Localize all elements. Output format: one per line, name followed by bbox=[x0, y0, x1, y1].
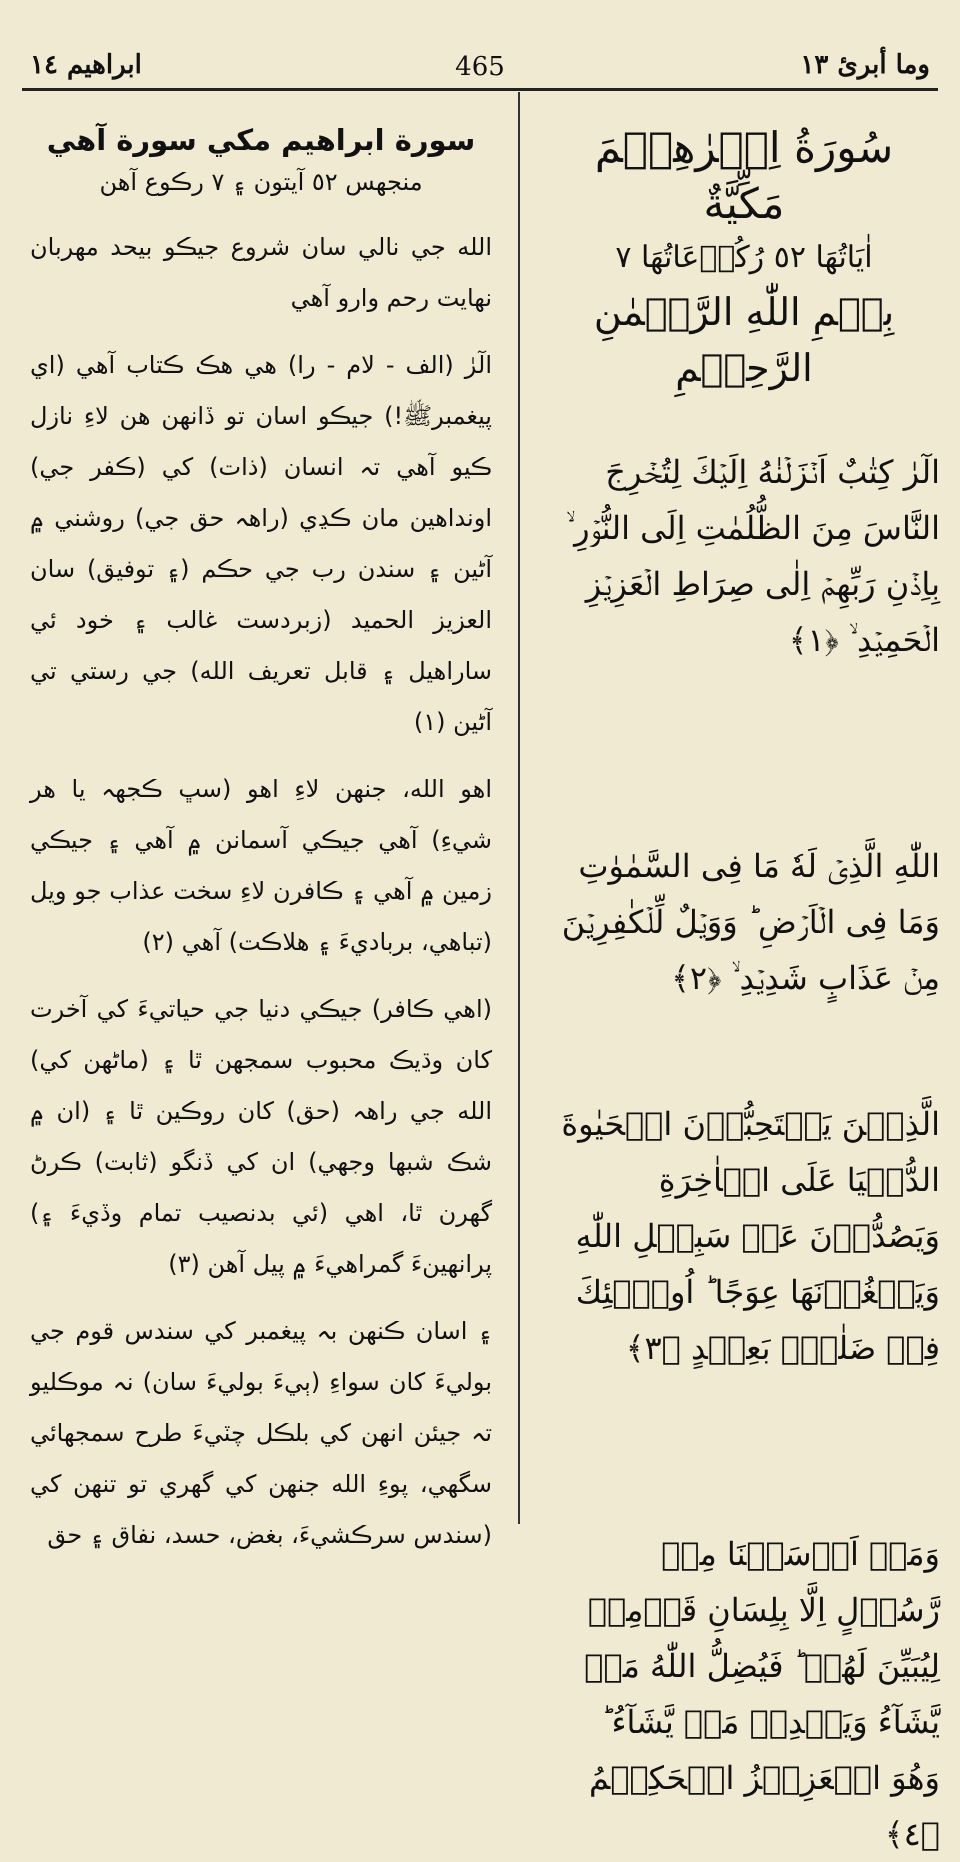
arabic-verse-4: وَمَاۤ اَرۡسَلۡنَا مِنۡ رَّسُوۡلٍ اِلَّا بِلِسَانِ قَوۡمِهٖ لِيُبَيِّنَ لَهُمۡ ؕ فَيُضِلُّ اللّٰهُ مَنۡ يَّشَآءُ وَيَهۡدِىۡ مَنۡ يَّشَآءُ ؕ وَهُوَ الۡعَزِيۡزُ الۡحَكِيۡمُ ﴿٤﴾ bbox=[584, 1535, 940, 1853]
sindhi-verse-2: اهو الله، جنهن لاءِ اهو (سڀ ڪجهہ يا هر شيءِ) آهي جيڪي آسمانن ۾ آهي ۽ جيڪي زمين ۾ آهي ۽ ڪافرن لاءِ سخت عذاب جو ويل (تباهي، برباديءَ ۽ هلاڪت) آهي (٢) bbox=[30, 775, 492, 956]
sindhi-surah-subtitle: منجهس ٥٢ آيتون ۽ ٧ رڪوع آهن bbox=[99, 168, 423, 196]
arabic-surah-subtitle: اٰيَاتُهَا ٥٢ رُكُوۡعَاتُهَا ٧ bbox=[615, 240, 873, 275]
sindhi-verse-4: ۽ اسان ڪنهن بہ پيغمبر کي سندس قوم جي بوليءَ کان سواءِ (ٻيءَ بوليءَ سان) نہ موڪليو تہ جيئن انهن کي بلڪل چٽيءَ طرح سمجهائي سگهي، پوءِ الله جنهن کي گهري تو تنهن کي (سندس سرڪشيءَ، بغض، حسد، نفاق ۽ حق bbox=[30, 1317, 492, 1549]
sindhi-verse-1: الٓرٰ (الف - لام - را) هي هڪ ڪتاب آهي (اي پيغمبرﷺ!) جيڪو اسان تو ڏانهن هن لاءِ نازل ڪيو آهي تہ انسان (ذات) کي (ڪفر جي) اونداهين مان ڪڍي (راهہ حق جي) روشني ۾ آڻين ۽ سندن رب جي حڪم (۽ توفيق) سان العزيز الحميد (زبردست غالب ۽ خود ئي ساراهيل ۽ قابل تعريف الله) جي رستي تي آڻين (١) bbox=[30, 351, 492, 736]
page-header bbox=[22, 48, 938, 88]
arabic-basmala: بِسۡمِ اللّٰهِ الرَّحۡمٰنِ الرَّحِيۡمِ bbox=[593, 290, 895, 390]
arabic-verse-2: اللّٰهِ الَّذِىۡ لَهٗ مَا فِى السَّمٰوٰتِ وَمَا فِى الۡاَرۡضِ ؕ وَوَيۡلٌ لِّلۡكٰفِرِيۡنَ مِنۡ عَذَابٍ شَدِيۡدِ ۙ ﴿٢﴾ bbox=[561, 847, 940, 997]
sindhi-basmala: الله جي نالي سان شروع جيڪو بيحد مهربان نهايت رحم وارو آهي bbox=[30, 233, 492, 312]
header-rule bbox=[22, 88, 938, 91]
arabic-surah-title: سُورَةُ اِبۡرٰهِيۡمَ مَكِّيَّةٌ bbox=[594, 123, 894, 228]
sindhi-translation-column bbox=[30, 120, 492, 1577]
arabic-verse-3: الَّذِيۡنَ يَسۡتَحِبُّوۡنَ الۡحَيٰوةَ الدُّنۡيَا عَلَى الۡاٰخِرَةِ وَيَصُدُّوۡنَ عَنۡ سَبِيۡلِ اللّٰهِ وَيَبۡغُوۡنَهَا عِوَجًا ؕ اُولٰۤئِكَ فِىۡ ضَلٰلٍۢ بَعِيۡدٍ ﴿٣﴾ bbox=[561, 1105, 940, 1367]
arabic-verse-1: الٓرٰ كِتٰبٌ اَنۡزَلۡنٰهُ اِلَيۡكَ لِتُخۡرِجَ النَّاسَ مِنَ الظُّلُمٰتِ اِلَى النُّوۡرِ ۙ بِاِذۡنِ رَبِّهِمۡ اِلٰى صِرَاطِ الۡعَزِيۡزِ الۡحَمِيۡدِ ۙ ﴿١﴾ bbox=[566, 453, 940, 659]
sindhi-surah-title: سورة ابراهيم مكي سورة آهي bbox=[46, 123, 476, 157]
sindhi-verse-3: (اهي ڪافر) جيڪي دنيا جي حياتيءَ کي آخرت کان وڌيڪ محبوب سمجهن ٿا ۽ (ماڻهن کي) الله جي راهہ (حق) کان روڪين ٿا ۽ (ان ۾ شڪ شبها وجهي) ان کي ڏنگو (ثابت) ڪرڻ گهرن ٿا، اهي (ئي بدنصيب تمام وڏيءَ ۽) پرانهينءَ گمراهيءَ ۾ پيل آهن (٣) bbox=[30, 995, 492, 1278]
page-number: 465 bbox=[455, 52, 505, 82]
header-surah-name: ابراهيم ١٤ bbox=[30, 50, 142, 80]
arabic-text-column bbox=[548, 120, 940, 1862]
column-divider bbox=[518, 92, 520, 1524]
header-para-name: وما أبرئ ١٣ bbox=[800, 50, 930, 80]
